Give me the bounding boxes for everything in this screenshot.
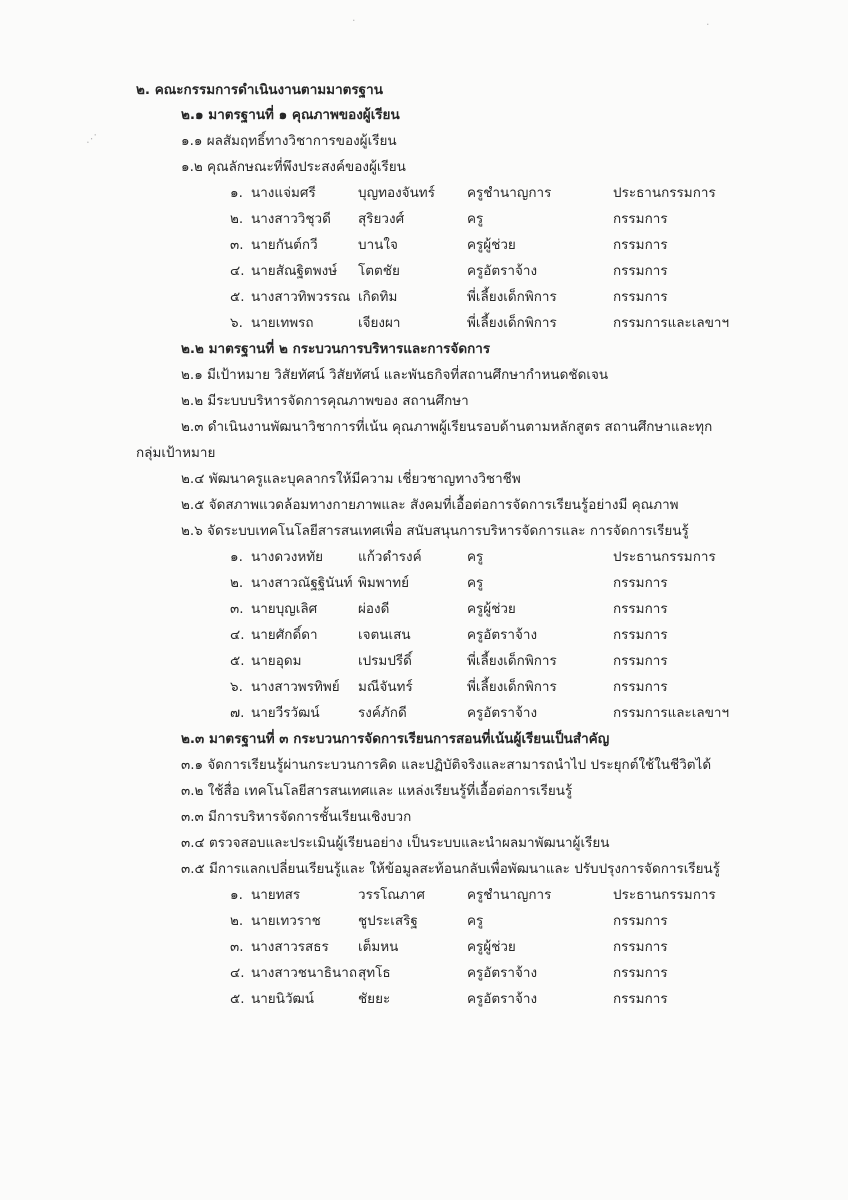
scan-mark: · <box>706 18 710 31</box>
member-no: ๔. <box>230 965 245 981</box>
standard-3-item: ๓.๓ มีการบริหารจัดการชั้นเรียนเชิงบวก <box>181 809 412 825</box>
member-pos: ครูอัตราจ้าง <box>467 705 538 721</box>
member-pos: พี่เลี้ยงเด็กพิการ <box>467 679 557 695</box>
member-role: กรรมการและเลขาฯ <box>613 705 730 721</box>
member-last: เจียงผา <box>358 315 401 331</box>
member-last: สุริยวงศ์ <box>358 211 405 227</box>
member-pos: ครูผู้ช่วย <box>467 237 516 253</box>
member-role: กรรมการ <box>613 679 668 695</box>
member-first: นายนิวัฒน์ <box>251 991 314 1007</box>
standard-2-item: ๒.๑ มีเป้าหมาย วิสัยทัศน์ วิสัยทัศน์ และพันธกิจที่สถานศึกษากำหนดชัดเจน <box>181 367 609 383</box>
member-first: นายวีรวัฒน์ <box>251 705 320 721</box>
standard-3-item: ๓.๔ ตรวจสอบและประเมินผู้เรียนอย่าง เป็นระบบและนำผลมาพัฒนาผู้เรียน <box>181 835 610 851</box>
member-first: นายกันต์กวี <box>251 237 318 253</box>
standard-3-title: ๒.๓ มาตรฐานที่ ๓ กระบวนการจัดการเรียนการสอนที่เน้นผู้เรียนเป็นสำคัญ <box>181 731 610 747</box>
member-first: นายทสร <box>251 887 301 903</box>
member-pos: ครูอัตราจ้าง <box>467 627 538 643</box>
member-pos: ครู <box>467 549 484 565</box>
member-pos: ครู <box>467 211 484 227</box>
standard-3-item: ๓.๑ จัดการเรียนรู้ผ่านกระบวนการคิด และปฏิบัติจริงและสามารถนำไป ประยุกต์ใช้ในชีวิตได้ <box>181 757 712 773</box>
member-last: ชูประเสริฐ <box>358 913 418 929</box>
member-no: ๒. <box>230 575 244 591</box>
member-role: กรรมการ <box>613 653 668 669</box>
standard-2-item: ๒.๒ มีระบบบริหารจัดการคุณภาพของ สถานศึกษา <box>181 393 469 409</box>
member-role: กรรมการ <box>613 575 668 591</box>
member-last: เปรมปรีดิ์ <box>358 653 412 669</box>
member-no: ๕. <box>230 653 245 669</box>
member-first: นายเทวราช <box>251 913 321 929</box>
member-role: ประธานกรรมการ <box>613 185 716 201</box>
standard-2-item: ๒.๕ จัดสภาพแวดล้อมทางกายภาพและ สังคมที่เอื้อต่อการจัดการเรียนรู้อย่างมี คุณภาพ <box>181 497 679 513</box>
member-role: กรรมการ <box>613 263 668 279</box>
member-pos: พี่เลี้ยงเด็กพิการ <box>467 653 557 669</box>
member-role: กรรมการ <box>613 237 668 253</box>
member-last: เต็มหน <box>358 939 399 955</box>
member-first: นายศักดิ์ดา <box>251 627 318 643</box>
member-pos: พี่เลี้ยงเด็กพิการ <box>467 315 557 331</box>
member-no: ๔. <box>230 627 245 643</box>
member-no: ๒. <box>230 211 244 227</box>
standard-2-item: ๒.๔ พัฒนาครูและบุคลากรให้มีความ เชี่ยวชาญทางวิชาชีพ <box>181 471 521 487</box>
member-role: กรรมการ <box>613 913 668 929</box>
standard-2-item: ๒.๓ ดำเนินงานพัฒนาวิชาการที่เน้น คุณภาพผู้เรียนรอบด้านตามหลักสูตร สถานศึกษาและทุก <box>181 419 713 435</box>
member-no: ๓. <box>230 601 244 617</box>
member-pos: ครูชำนาญการ <box>467 185 552 201</box>
member-first: นายสัณฐิตพงษ์ <box>251 263 338 279</box>
member-no: ๗. <box>230 705 245 721</box>
member-first: นางสาวณัฐฐินันท์ <box>251 575 353 591</box>
member-first: นางสาววิชุวดี <box>251 211 331 227</box>
member-last: มณีจันทร์ <box>358 679 413 695</box>
member-last: บานใจ <box>358 237 398 253</box>
member-no: ๑. <box>230 549 243 565</box>
member-role: กรรมการ <box>613 289 668 305</box>
member-first: นายอุดม <box>251 653 302 669</box>
standard-2-item: ๒.๖ จัดระบบเทคโนโลยีสารสนเทศเพื่อ สนับสนุนการบริหารจัดการและ การจัดการเรียนรู้ <box>181 523 689 539</box>
member-first: นางสาวรสธร <box>251 939 329 955</box>
member-last: บุญทองจันทร์ <box>358 185 435 201</box>
member-role: กรรมการ <box>613 939 668 955</box>
member-last: แก้วดำรงค์ <box>358 549 422 565</box>
member-no: ๖. <box>230 679 243 695</box>
member-role: ประธานกรรมการ <box>613 887 716 903</box>
member-first: นางแจ่มศรี <box>251 185 316 201</box>
member-last: เจตนเสน <box>358 627 411 643</box>
scan-mark: ⋰ <box>86 132 97 145</box>
member-pos: ครูผู้ช่วย <box>467 601 516 617</box>
member-role: กรรมการ <box>613 991 668 1007</box>
member-first: นางดวงหทัย <box>251 549 324 565</box>
member-last: สุทโธ <box>358 965 391 981</box>
standard-1-title: ๒.๑ มาตรฐานที่ ๑ คุณภาพของผู้เรียน <box>181 107 400 123</box>
member-pos: ครูอัตราจ้าง <box>467 965 538 981</box>
standard-2-title: ๒.๒ มาตรฐานที่ ๒ กระบวนการบริหารและการจัดการ <box>181 341 491 357</box>
section-heading: ๒. คณะกรรมการดำเนินงานตามมาตรฐาน <box>136 82 383 98</box>
member-no: ๔. <box>230 263 245 279</box>
member-role: กรรมการ <box>613 211 668 227</box>
member-no: ๓. <box>230 939 244 955</box>
member-last: เกิดทิม <box>358 289 398 305</box>
member-first: นางสาวทิพวรรณ <box>251 289 351 305</box>
standard-3-item: ๓.๕ มีการแลกเปลี่ยนเรียนรู้และ ให้ข้อมูลสะท้อนกลับเพื่อพัฒนาและ ปรับปรุงการจัดการเรียนรู้ <box>181 861 720 877</box>
member-role: กรรมการและเลขาฯ <box>613 315 730 331</box>
member-no: ๑. <box>230 185 243 201</box>
member-pos: ครู <box>467 575 484 591</box>
member-last: ผ่องดี <box>358 601 390 617</box>
member-first: นางสาวชนาธินาถ <box>251 965 357 981</box>
member-pos: ครูชำนาญการ <box>467 887 552 903</box>
standard-1-item: ๑.๑ ผลสัมฤทธิ์ทางวิชาการของผู้เรียน <box>181 133 397 149</box>
member-no: ๕. <box>230 289 245 305</box>
member-no: ๑. <box>230 887 243 903</box>
standard-3-item: ๓.๒ ใช้สื่อ เทคโนโลยีสารสนเทศและ แหล่งเรียนรู้ที่เอื้อต่อการเรียนรู้ <box>181 783 573 799</box>
member-last: โตตชัย <box>358 263 400 279</box>
member-no: ๒. <box>230 913 244 929</box>
member-pos: ครู <box>467 913 484 929</box>
member-first: นางสาวพรทิพย์ <box>251 679 340 695</box>
standard-1-item: ๑.๒ คุณลักษณะที่พึงประสงค์ของผู้เรียน <box>181 159 406 175</box>
member-first: นายเทพรถ <box>251 315 314 331</box>
member-last: ชัยยะ <box>358 991 391 1007</box>
member-last: วรรโณภาศ <box>358 887 425 903</box>
member-role: กรรมการ <box>613 627 668 643</box>
member-role: ประธานกรรมการ <box>613 549 716 565</box>
member-last: รงค์ภักดี <box>358 705 407 721</box>
scan-mark: · <box>352 14 356 27</box>
member-role: กรรมการ <box>613 601 668 617</box>
member-pos: ครูอัตราจ้าง <box>467 263 538 279</box>
member-no: ๖. <box>230 315 243 331</box>
standard-2-item-continued: กลุ่มเป้าหมาย <box>136 445 216 461</box>
member-first: นายบุญเลิศ <box>251 601 318 617</box>
member-pos: ครูอัตราจ้าง <box>467 991 538 1007</box>
member-pos: ครูผู้ช่วย <box>467 939 516 955</box>
member-no: ๓. <box>230 237 244 253</box>
member-pos: พี่เลี้ยงเด็กพิการ <box>467 289 557 305</box>
member-no: ๕. <box>230 991 245 1007</box>
member-role: กรรมการ <box>613 965 668 981</box>
member-last: พิมพาทย์ <box>358 575 410 591</box>
